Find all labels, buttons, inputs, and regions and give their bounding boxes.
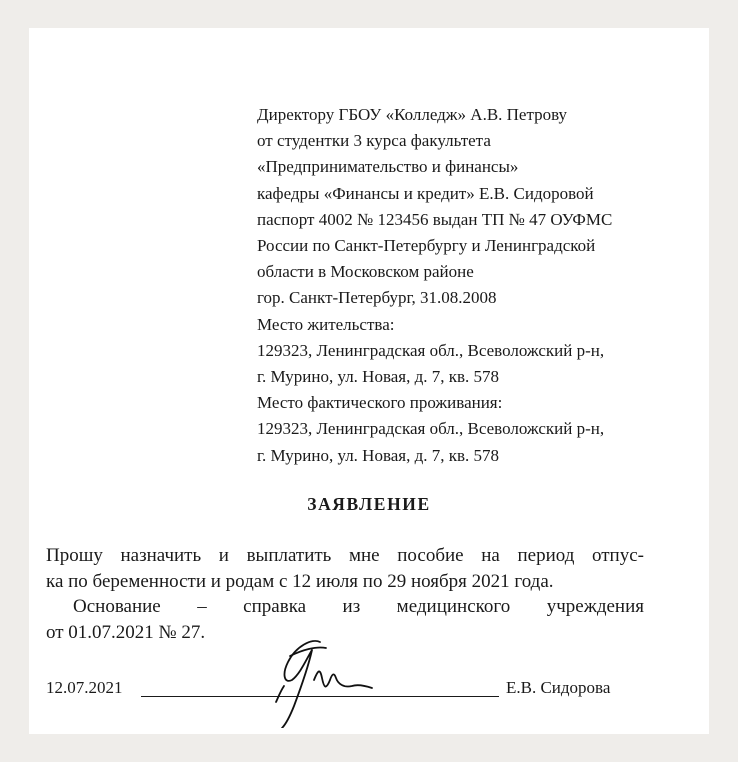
- addressee-line: гор. Санкт-Петербург, 31.08.2008: [257, 288, 497, 308]
- addressee-block: [257, 102, 612, 469]
- addressee-line: г. Мурино, ул. Новая, д. 7, кв. 578: [257, 367, 500, 387]
- addressee-line: от студентки 3 курса факультета: [257, 131, 491, 151]
- signature-date: 12.07.2021: [46, 678, 123, 697]
- body-line: ка по беременности и родам с 12 июля по 29 ноября 2021 года.: [46, 570, 554, 592]
- addressee-line: России по Санкт-Петербургу и Ленинградской: [257, 236, 596, 256]
- body-line: от 01.07.2021 № 27.: [46, 621, 206, 643]
- addressee-line: паспорт 4002 № 123456 выдан ТП № 47 ОУФМС: [257, 209, 613, 229]
- addressee-line: «Предпринимательство и финансы»: [257, 157, 519, 177]
- addressee-line: Место жительства:: [257, 314, 395, 334]
- body-line: Прошу назначить и выплатить мне пособие на период отпус-: [46, 545, 644, 566]
- addressee-line: 129323, Ленинградская обл., Всеволожский р-н,: [257, 340, 605, 360]
- addressee-line: кафедры «Финансы и кредит» Е.В. Сидоровой: [257, 183, 594, 203]
- addressee-line: области в Московском районе: [257, 262, 474, 282]
- signer-name: Е.В. Сидорова: [506, 678, 611, 697]
- document-title: ЗАЯВЛЕНИЕ: [307, 494, 431, 514]
- addressee-line: Место фактического проживания:: [257, 393, 503, 413]
- body-line: Основание – справка из медицинского учреждения: [73, 596, 644, 617]
- handwritten-signature: [254, 628, 374, 728]
- addressee-line: Директору ГБОУ «Колледж» А.В. Петрову: [257, 105, 568, 124]
- addressee-line: 129323, Ленинградская обл., Всеволожский р-н,: [257, 419, 605, 439]
- document-page: [29, 28, 709, 734]
- addressee-line: г. Мурино, ул. Новая, д. 7, кв. 578: [257, 445, 500, 465]
